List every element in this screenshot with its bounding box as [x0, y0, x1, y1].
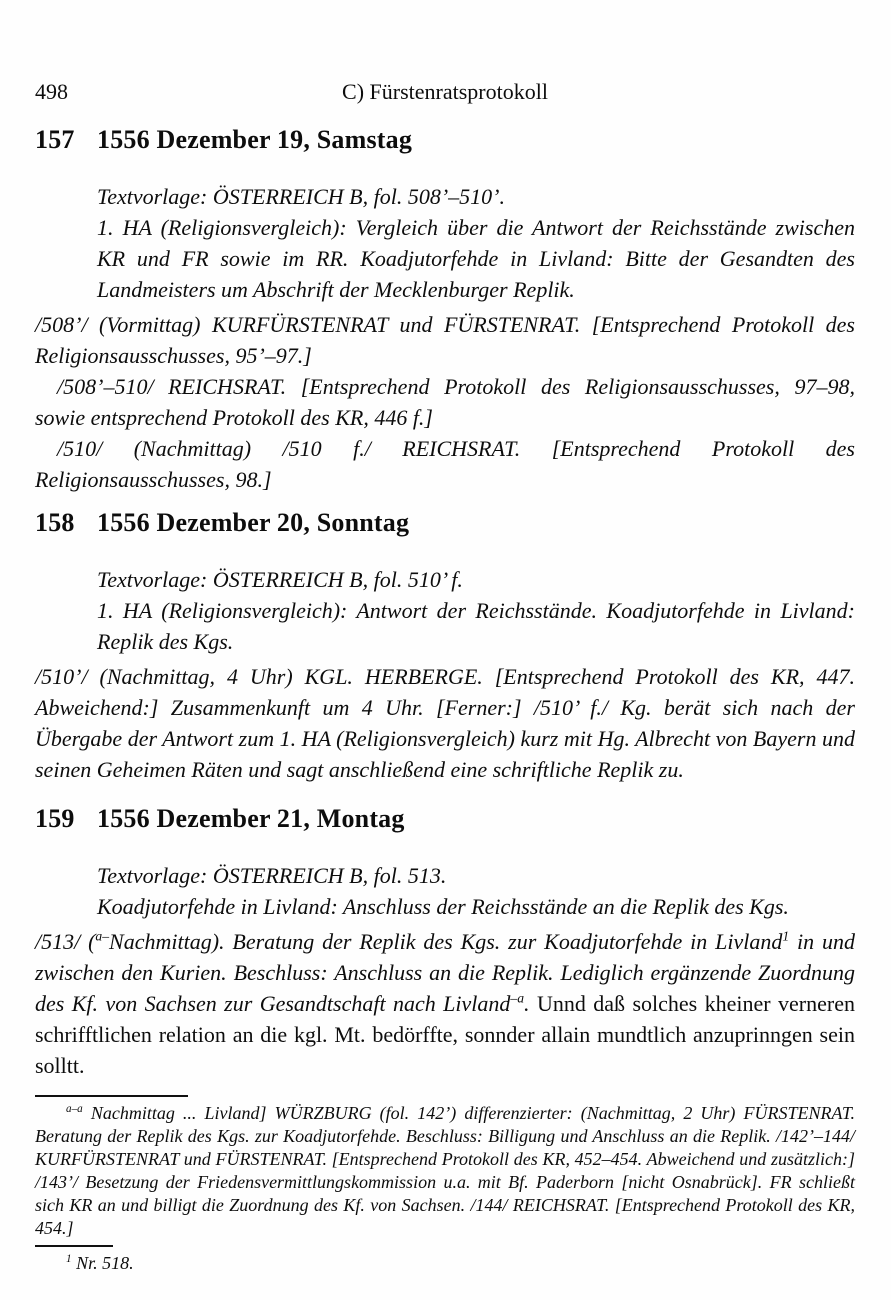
regest-text: Koadjutorfehde in Livland: Anschluss der Reichsstände an die Replik des Kgs.	[97, 894, 789, 919]
entry-number: 158	[35, 508, 75, 537]
apparatus-footnote	[35, 1102, 855, 1240]
entry-159-heading	[35, 805, 855, 832]
textvorlage-line: Textvorlage: ÖSTERREICH B, fol. 510’ f.	[97, 567, 463, 592]
regest-segment: in und zwischen den Kurien. Beschluss: Anschluss an die Replik. Lediglich ergänzende Zuordnung des Kf. von Sachsen zur Gesandtschaft nach Livland	[35, 929, 855, 1016]
entry-157-source-block	[97, 181, 855, 305]
entry-date: 1556 Dezember 19, Samstag	[97, 125, 413, 154]
entry-number: 159	[35, 804, 75, 833]
protocol-paragraph-mixed	[35, 926, 855, 1081]
numbered-footnote-text	[35, 1252, 855, 1275]
footnote-rule-notes	[35, 1245, 113, 1247]
entry-159-body	[35, 926, 855, 1081]
regest-segment: /513/ (	[35, 929, 96, 954]
page-number: 498	[35, 79, 68, 104]
footnote-1-text: Nr. 518.	[71, 1253, 134, 1273]
footnote-ref-1: 1	[782, 928, 790, 944]
protocol-paragraph: /510/ (Nachmittag) /510 f./ REICHSRAT. [Entsprechend Protokoll des Religionsausschusses, 98.]	[35, 436, 855, 492]
protocol-paragraph: /510’/ (Nachmittag, 4 Uhr) KGL. HERBERGE. [Entsprechend Protokoll des KR, 447. Abweichend:] Zusammenkunft um 4 Uhr. [Ferner:] /510’ f./ Kg. berät sich nach der Übergabe der Antwort zum 1. HA (Religionsvergleich) kurz mit Hg. Albrecht von Bayern und seinen Geheimen Räten und sagt anschließend eine schriftliche Replik zu.	[35, 664, 855, 782]
variant-marker-a-start: a–	[95, 928, 110, 944]
entry-date: 1556 Dezember 20, Sonntag	[97, 508, 410, 537]
entry-number: 157	[35, 125, 75, 154]
entry-158-heading	[35, 509, 855, 536]
running-head: C) Fürstenratsprotokoll	[342, 79, 548, 104]
textvorlage-line: Textvorlage: ÖSTERREICH B, fol. 513.	[97, 863, 447, 888]
numbered-footnote	[35, 1252, 855, 1275]
apparatus-text: Nachmittag ... Livland] WÜRZBURG (fol. 142’) differenzierter: (Nachmittag, 2 Uhr) FÜRSTENRAT. Beratung der Replik des Kgs. zur Koadjutorfehde. Beschluss: Billigung und Anschluss an die Replik. /142’–144/ KURFÜRSTENRAT und FÜRSTENRAT. [Entsprechend Protokoll des KR, 452–454. Abweichend und zusätzlich:] /143’/ Besetzung der Friedensvermittlungskommission u.a. mit Bf. Paderborn [nicht Osnabrück]. FR schließt sich KR an und billigt die Zuordnung des Kf. von Sachsen. /144/ REICHSRAT. [Entsprechend Protokoll des KR, 454.]	[35, 1103, 855, 1238]
protocol-paragraph: /508’/ (Vormittag) KURFÜRSTENRAT und FÜRSTENRAT. [Entsprechend Protokoll des Religionsausschusses, 95’–97.]	[35, 312, 855, 368]
variant-marker-a-end: –a	[510, 990, 525, 1006]
page-header	[35, 80, 855, 104]
textvorlage-line: Textvorlage: ÖSTERREICH B, fol. 508’–510’.	[97, 184, 505, 209]
entry-157-body	[35, 309, 855, 495]
entry-158-body	[35, 661, 855, 785]
apparatus-footnote-text	[35, 1102, 855, 1240]
entry-157-heading	[35, 126, 855, 153]
footnote-rule-apparatus	[35, 1095, 188, 1097]
footnote-1-marker: 1	[66, 1253, 72, 1265]
regest-text: 1. HA (Religionsvergleich): Antwort der Reichsstände. Koadjutorfehde in Livland: Replik des Kgs.	[97, 598, 855, 654]
entry-158-source-block	[97, 564, 855, 657]
entry-date: 1556 Dezember 21, Montag	[97, 804, 405, 833]
apparatus-marker: a–a	[66, 1103, 83, 1115]
entry-159-source-block	[97, 860, 855, 922]
regest-segment: Nachmittag). Beratung der Replik des Kgs. zur Koadjutorfehde in Livland	[109, 929, 783, 954]
regest-text: 1. HA (Religionsvergleich): Vergleich über die Antwort der Reichsstände zwischen KR und FR sowie im RR. Koadjutorfehde in Livland: Bitte der Gesandten des Landmeisters um Abschrift der Mecklenburger Replik.	[97, 215, 855, 302]
protocol-paragraph: /508’–510/ REICHSRAT. [Entsprechend Protokoll des Religionsausschusses, 97–98, sowie entsprechend Protokoll des KR, 446 f.]	[35, 374, 855, 430]
regest-segment: .	[524, 991, 530, 1016]
quoted-source-text: Unnd daß solches kheiner verneren schrifftlichen relation an die kgl. Mt. bedörffte, sonnder allain mundtlich anzuprinngen sein solltt.	[35, 991, 855, 1078]
